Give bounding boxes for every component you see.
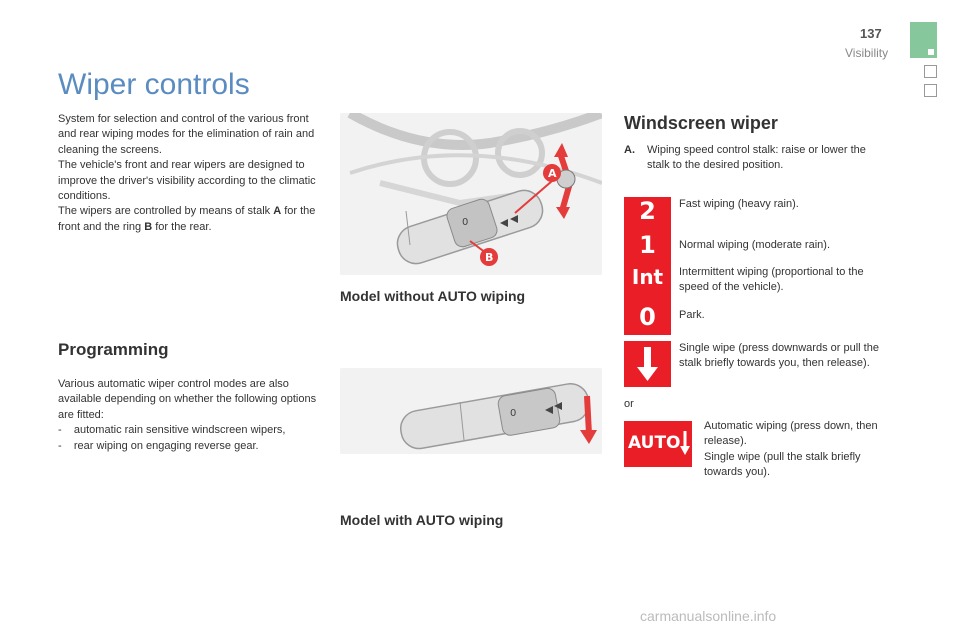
watermark: carmanualsonline.info	[640, 608, 777, 624]
section-tab-active	[910, 22, 937, 58]
callout-b: B	[485, 251, 494, 264]
callout-a: A	[548, 167, 557, 180]
position-0-icon: 0	[639, 303, 656, 331]
page-number: 137	[860, 26, 882, 41]
single-wipe-text: Single wipe (press downwards or pull the stalk briefly towards you, then release).	[679, 342, 879, 370]
arrow-down-icon	[624, 341, 671, 387]
position-2-icon: 2	[639, 197, 656, 225]
programming-heading: Programming	[58, 340, 169, 359]
svg-text:0: 0	[510, 408, 517, 419]
auto-wiping-text: Automatic wiping (press down, then release). Single wipe (pull the stalk briefly towards you).	[704, 420, 878, 479]
section-name: Visibility	[845, 46, 889, 60]
stalk-illustration-with-auto	[340, 368, 602, 454]
list-item: - automatic rain sensitive windscreen wipers,	[58, 424, 286, 437]
position-int-icon: Int	[631, 265, 664, 289]
position-1-icon: 1	[639, 231, 656, 259]
figure-caption: Model with AUTO wiping	[340, 512, 504, 528]
or-text: or	[624, 398, 634, 410]
intro-text: System for selection and control of the various front and rear wiping modes for the elimination of rain and cleaning the screens. The vehicle's front and rear wipers are designed to improve the driver's visibility according to the climatic conditions. The wipers are controlled by means of stalk A for the front and the ring B for the rear.	[58, 113, 316, 233]
list-item: - rear wiping on engaging reverse gear.	[58, 439, 259, 452]
section-tab	[924, 65, 937, 78]
windscreen-heading: Windscreen wiper	[624, 113, 778, 133]
page-title: Wiper controls	[58, 68, 250, 101]
stalk-illustration-without-auto	[340, 113, 602, 275]
stalk-a-description: A. Wiping speed control stalk: raise or lower the stalk to the desired position.	[624, 144, 866, 172]
section-tab	[924, 84, 937, 97]
auto-down-icon: AUTO	[624, 421, 692, 467]
programming-text: Various automatic wiper control modes are also available depending on whether the following options are fitted: - automatic rain sensitive windscreen wipers, - rear wiping on engaging reverse gear.	[58, 377, 323, 454]
figure-caption: Model without AUTO wiping	[340, 288, 526, 304]
fast-wiping-text: Fast wiping (heavy rain).	[679, 198, 799, 210]
svg-text:0: 0	[462, 217, 469, 228]
normal-wiping-text: Normal wiping (moderate rain).	[679, 239, 830, 251]
intermittent-wiping-text: Intermittent wiping (proportional to the speed of the vehicle).	[679, 266, 864, 294]
wiper-positions-panel	[624, 197, 671, 335]
park-text: Park.	[679, 309, 705, 321]
